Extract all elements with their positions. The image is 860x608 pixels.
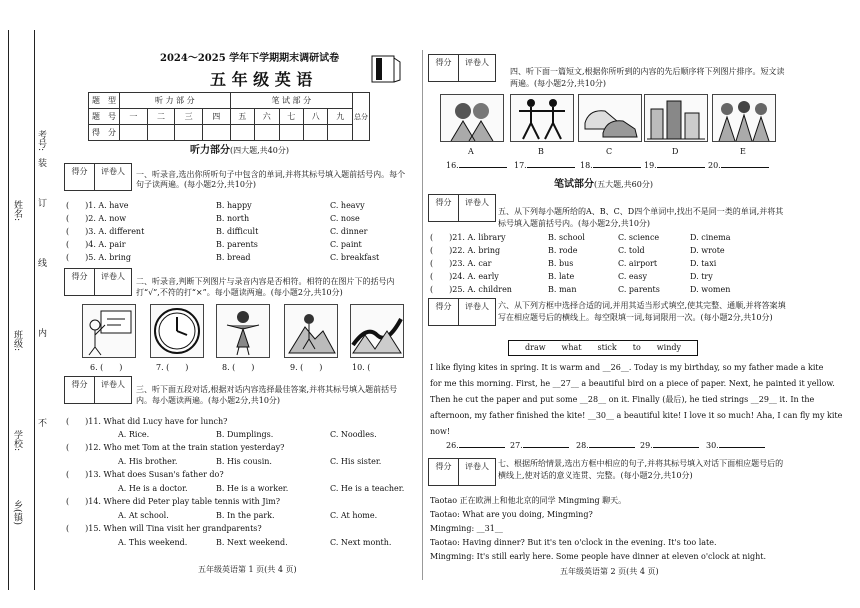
grader-label: 评卷人 <box>101 167 125 176</box>
option-c: C. paint <box>330 240 362 249</box>
fill-blank-29[interactable] <box>640 442 699 450</box>
section-2-title: 二、听录音,判断下列图片与录音内容是否相符。相符的在图片下的括号内打“√”,不符的打“×”。每小题读两遍。(每小题2分,共10分) <box>136 277 395 297</box>
table-cell: 七 <box>279 109 303 125</box>
fill-blank-30[interactable] <box>706 442 765 450</box>
grader-label: 评卷人 <box>465 462 489 471</box>
dialogue-line: Taotao 正在欧洲上和他北京的同学 Mingming 聊天。 <box>430 496 627 505</box>
grader-label: 评卷人 <box>465 198 489 207</box>
option-a: A. His brother. <box>118 457 178 466</box>
scorer-box <box>428 458 496 486</box>
option-c: C. told <box>618 246 645 255</box>
option-a: A. Rice. <box>118 430 150 439</box>
option-b: B. Next weekend. <box>216 538 288 547</box>
table-cell[interactable] <box>120 125 148 141</box>
grader-label: 评卷人 <box>465 302 489 311</box>
option-b: B. In the park. <box>216 511 275 520</box>
option-b: B. school <box>548 233 585 242</box>
picture-teacher-blackboard <box>82 304 136 358</box>
section-1-title: 一、听录音,选出你所听句子中包含的单词,并将其标号填入题前括号内。每个句子读两遍。(每小题2分,共10分) <box>136 170 406 189</box>
option-d: D. cinema <box>690 233 731 242</box>
item-number: ( )22. A. bring <box>430 246 501 255</box>
answer-9[interactable]: 9. ( ) <box>290 363 323 372</box>
seal-mark: 线 <box>38 259 48 269</box>
order-blank-20[interactable] <box>708 162 769 170</box>
option-b: B. His cousin. <box>216 457 272 466</box>
order-blank-17[interactable] <box>514 162 575 170</box>
score-label: 得分 <box>429 299 459 325</box>
item-number: ( )23. A. car <box>430 259 492 268</box>
fill-blank-28[interactable] <box>576 442 635 450</box>
order-blank-16[interactable] <box>446 162 507 170</box>
scorer-box <box>428 194 496 222</box>
scorer-box <box>64 163 132 191</box>
option-b: B. rode <box>548 246 578 255</box>
dialogue-line: Taotao: What are you doing, Mingming? <box>430 510 593 519</box>
option-b: B. north <box>216 214 250 223</box>
seal-mark: 装 <box>38 159 48 169</box>
answer-8[interactable]: 8. ( ) <box>222 363 255 372</box>
table-cell: 一 <box>120 109 148 125</box>
exam-number-label: 考号: <box>36 130 46 152</box>
passage-line: I like flying kites in spring. It is warm and __26__. Today is my birthday, so my father made a kite <box>430 363 824 372</box>
option-a: A. He is a doctor. <box>118 484 188 493</box>
table-cell: 听 力 部 分 <box>120 93 231 109</box>
score-label: 得分 <box>429 459 459 485</box>
exam-title: 2024～2025 学年下学期期末调研试卷 <box>160 53 340 64</box>
scorer-box <box>64 268 132 296</box>
option-c: C. At home. <box>330 511 378 520</box>
table-cell: 题 号 <box>89 109 120 125</box>
question: ( )14. Where did Peter play table tennis with Jim? <box>66 497 281 506</box>
table-cell: 题 型 <box>89 93 120 109</box>
section-3-title: 三、听下面五段对话,根据对话内容选择最佳答案,并将其标号填入题前括号内。每小题读两遍。(每小题2分,共10分) <box>136 385 398 405</box>
blank-number: 29. <box>640 441 653 450</box>
score-summary-table <box>88 92 370 141</box>
table-cell[interactable] <box>328 125 353 141</box>
table-cell: 二 <box>147 109 175 125</box>
answer-10[interactable]: 10. ( <box>352 363 371 372</box>
table-cell[interactable] <box>230 125 254 141</box>
picture-d-city <box>644 94 708 142</box>
score-label: 得分 <box>65 269 95 295</box>
scorer-box <box>428 54 496 82</box>
blank-number: 27. <box>510 441 523 450</box>
option-b: B. man <box>548 285 577 294</box>
table-cell: 四 <box>202 109 230 125</box>
dialogue-line: Mingming: __31__ <box>430 524 503 533</box>
picture-hiker <box>284 304 338 358</box>
passage-line: for me this morning. First, he __27__ a beautiful bird on a piece of paper. Next, he painted it yellow. <box>430 379 835 388</box>
option-c: C. heavy <box>330 201 365 210</box>
option-d: D. taxi <box>690 259 717 268</box>
item-number: ( )24. A. early <box>430 272 499 281</box>
grader-label: 评卷人 <box>101 272 125 281</box>
option-d: D. women <box>690 285 731 294</box>
section-5-title: 五、从下列每小题所给的A、B、C、D四个单词中,找出不是同一类的单词,并将其标号填入题前括号内。(每小题2分,共10分) <box>498 207 784 228</box>
option-c: C. parents <box>618 285 660 294</box>
score-label: 得分 <box>429 55 459 81</box>
dialogue-line: Taotao: Having dinner? But it's ten o'clock in the evening. It's too late. <box>430 538 717 547</box>
passage-line: now! <box>430 427 451 436</box>
option-c: C. breakfast <box>330 253 380 262</box>
blank-number: 28. <box>576 441 589 450</box>
item-number: ( )25. A. children <box>430 285 512 294</box>
score-label: 得分 <box>65 377 95 403</box>
item-number: ( )2. A. now <box>66 214 127 223</box>
order-blank-18[interactable] <box>580 162 641 170</box>
word-box: draw what stick to windy <box>508 340 698 356</box>
written-header-text: 笔试部分 <box>554 179 594 190</box>
seal-mark: 内 <box>38 329 48 339</box>
written-header-sub: (五大题,共60分) <box>594 180 653 189</box>
passage-line: Then he cut the paper and put some __28__ on it. Finally (最后), he tied strings __29__ it. In the <box>430 395 815 404</box>
table-cell[interactable] <box>147 125 175 141</box>
option-c: C. nose <box>330 214 360 223</box>
listening-header <box>190 146 289 156</box>
name-label: 姓名: <box>12 200 22 222</box>
picture-label-c: C <box>606 147 613 156</box>
school-label: 学校: <box>12 430 22 452</box>
picture-label-a: A <box>468 147 474 156</box>
option-d: D. try <box>690 272 713 281</box>
option-b: B. happy <box>216 201 252 210</box>
question: ( )15. When will Tina visit her grandparents? <box>66 524 262 533</box>
table-cell: 笔 试 部 分 <box>230 93 352 109</box>
score-label: 得分 <box>429 195 459 221</box>
dialogue-line: Mingming: It's still early here. Some people have dinner at eleven o'clock at night. <box>430 552 767 561</box>
table-cell: 总分 <box>353 93 370 141</box>
picture-label-e: E <box>740 147 746 156</box>
option-d: D. wrote <box>690 246 725 255</box>
grader-label: 评卷人 <box>101 380 125 389</box>
fill-blank-26[interactable] <box>446 442 505 450</box>
option-b: B. bus <box>548 259 574 268</box>
blank-number: 20. <box>708 161 721 170</box>
option-b: B. bread <box>216 253 251 262</box>
listening-header-text: 听力部分 <box>190 145 230 156</box>
seal-mark: 订 <box>38 199 48 209</box>
scorer-box <box>428 298 496 326</box>
scorer-box <box>64 376 132 404</box>
answer-7[interactable]: 7. ( ) <box>156 363 189 372</box>
table-cell[interactable] <box>279 125 303 141</box>
table-cell: 得 分 <box>89 125 120 141</box>
option-c: C. dinner <box>330 227 368 236</box>
table-cell[interactable] <box>255 125 279 141</box>
picture-girl-dancing <box>216 304 270 358</box>
answer-6[interactable]: 6. ( ) <box>90 363 123 372</box>
written-header <box>554 180 653 190</box>
blank-number: 26. <box>446 441 459 450</box>
table-cell: 九 <box>328 109 353 125</box>
table-cell[interactable] <box>304 125 328 141</box>
option-b: B. difficult <box>216 227 259 236</box>
picture-clock <box>150 304 204 358</box>
table-cell: 八 <box>304 109 328 125</box>
grader-label: 评卷人 <box>465 58 489 67</box>
picture-great-wall <box>350 304 404 358</box>
blank-number: 19. <box>644 161 657 170</box>
picture-label-b: B <box>538 147 544 156</box>
table-cell: 三 <box>175 109 203 125</box>
picture-label-d: D <box>672 147 679 156</box>
question: ( )13. What does Susan's father do? <box>66 470 224 479</box>
option-b: B. parents <box>216 240 258 249</box>
option-b: B. He is a worker. <box>216 484 289 493</box>
picture-e-family <box>712 94 776 142</box>
listening-header-sub: (四大题,共40分) <box>230 146 289 155</box>
township-label: 乡(镇) <box>12 500 22 526</box>
item-number: ( )1. A. have <box>66 201 129 210</box>
picture-c-shoes <box>578 94 642 142</box>
question: ( )11. What did Lucy have for lunch? <box>66 417 228 426</box>
option-c: C. Noodles. <box>330 430 377 439</box>
page-footer-right: 五年级英语第 2 页(共 4 页) <box>560 567 659 576</box>
section-4-title: 四、听下面一篇短文,根据你所听到的内容的先后顺序将下列图片排序。短文读两遍。(每小题2分,共10分) <box>510 67 785 88</box>
fill-blank-27[interactable] <box>510 442 569 450</box>
table-cell: 六 <box>255 109 279 125</box>
item-number: ( )21. A. library <box>430 233 506 242</box>
option-a: A. This weekend. <box>118 538 188 547</box>
blank-number: 17. <box>514 161 527 170</box>
item-number: ( )5. A. bring <box>66 253 132 262</box>
page-footer-left: 五年级英语第 1 页(共 4 页) <box>198 565 297 574</box>
subject-title: 五 年 级 英 语 <box>210 70 313 89</box>
class-label: 班级: <box>12 330 22 352</box>
option-c: C. His sister. <box>330 457 382 466</box>
option-a: A. At school. <box>118 511 169 520</box>
table-cell[interactable] <box>202 125 230 141</box>
score-label: 得分 <box>65 164 95 190</box>
question: ( )12. Who met Tom at the train station yesterday? <box>66 443 285 452</box>
option-c: C. science <box>618 233 660 242</box>
page-divider <box>422 50 423 580</box>
seal-mark: 不 <box>38 419 48 429</box>
order-blank-19[interactable] <box>644 162 705 170</box>
picture-a-kids <box>440 94 504 142</box>
table-cell[interactable] <box>175 125 203 141</box>
notebook-icon <box>370 54 402 84</box>
option-b: B. Dumplings. <box>216 430 274 439</box>
table-cell: 五 <box>230 109 254 125</box>
section-6-title: 六、从下列方框中选择合适的词,并用其适当形式填空,使其完整、通顺,并将答案填写在相应题号后的横线上。每空限填一词,每词限用一次。(每小题2分,共10分) <box>498 301 786 322</box>
option-c: C. Next month. <box>330 538 392 547</box>
blank-number: 18. <box>580 161 593 170</box>
option-c: C. He is a teacher. <box>330 484 405 493</box>
blank-number: 30. <box>706 441 719 450</box>
section-7-title: 七、根据所给情景,选出方框中相应的句子,并将其标号填入对话下面相应题号后的横线上,使对话的意义连贯、完整。(每小题2分,共10分) <box>498 459 784 480</box>
option-c: C. easy <box>618 272 648 281</box>
passage-line: afternoon, my father finished the kite! __30__ a beautiful kite! I love it so much! Aha, I can fly my kite <box>430 411 843 420</box>
option-c: C. airport <box>618 259 658 268</box>
option-b: B. late <box>548 272 575 281</box>
blank-number: 16. <box>446 161 459 170</box>
item-number: ( )3. A. different <box>66 227 145 236</box>
picture-b-dancers <box>510 94 574 142</box>
item-number: ( )4. A. pair <box>66 240 126 249</box>
